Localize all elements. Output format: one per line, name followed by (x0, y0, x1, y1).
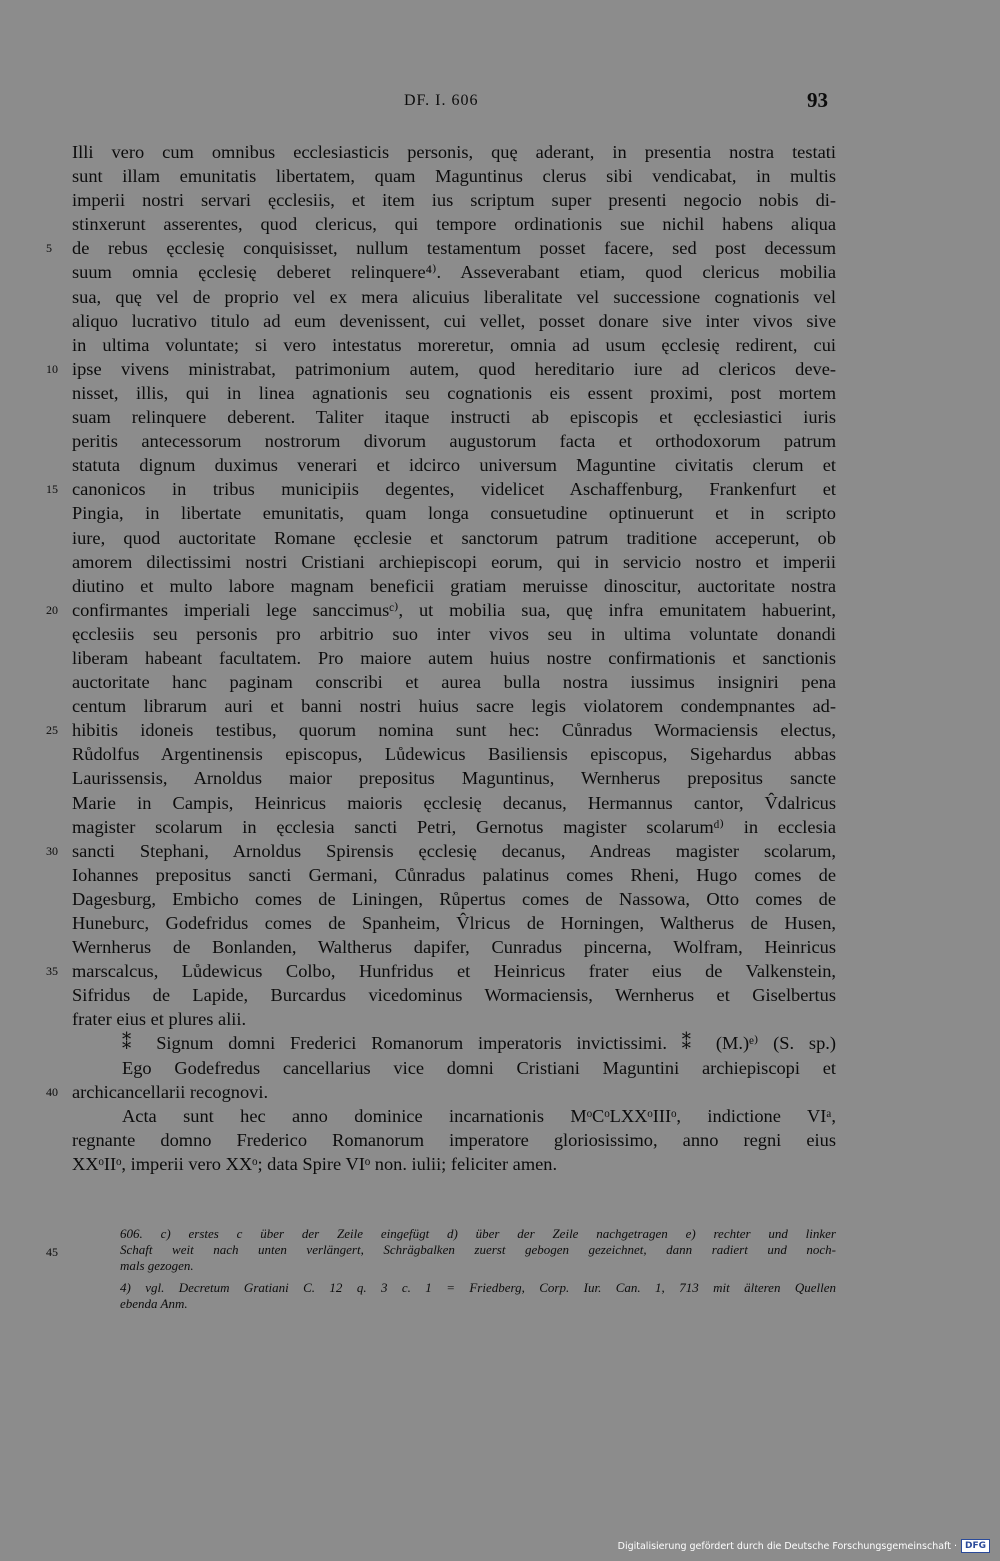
line-text: Růdolfus Argentinensis episcopus, Lůdewicus Basiliensis episcopus, Sigehardus abbas (72, 744, 836, 765)
text-line (72, 333, 836, 357)
text-line (46, 959, 836, 983)
line-text: nisset, illis, qui in linea agnationis seu cognationis eis essent proximi, post mortem (72, 382, 836, 403)
line-text: Wernherus de Bonlanden, Waltherus dapifer, Cunradus pincerna, Wolfram, Heinricus (72, 937, 836, 958)
line-number: 20 (46, 602, 58, 617)
text-line (72, 212, 836, 236)
line-text: Marie in Campis, Heinricus maioris ęcclesię decanus, Hermannus cantor, V̂dalricus (72, 792, 836, 813)
line-text: ⁑ Signum domni Frederici Romanorum imperatoris invictissimi. ⁑ (M.)ᵉ⁾ (S. sp.) (122, 1033, 836, 1054)
text-line (72, 935, 836, 959)
line-number: 35 (46, 964, 58, 979)
text-line (72, 285, 836, 309)
line-text: hibitis idoneis testibus, quorum nomina sunt hec: Cůnradus Wormaciensis electus, (72, 720, 836, 741)
line-text: suum omnia ęcclesię deberet relinquere⁴⁾. Asseverabant etiam, quod clericus mobilia (72, 262, 836, 283)
text-line (46, 1080, 836, 1104)
text-line (72, 164, 836, 188)
text-line (72, 501, 836, 525)
line-number: 5 (46, 241, 52, 256)
text-line (72, 1128, 836, 1152)
text-line (72, 670, 836, 694)
text-line (72, 911, 836, 935)
text-line (72, 260, 836, 284)
line-number: 30 (46, 843, 58, 858)
line-text: regnante domno Frederico Romanorum imperatore gloriosissimo, anno regni eius (72, 1129, 836, 1150)
text-line (72, 1007, 836, 1031)
footnotes (46, 1226, 836, 1312)
line-text: suam relinquere deberent. Taliter itaque instructi ab episcopis et ęcclesiastici iuris (72, 407, 836, 428)
dfg-credit-bar (618, 1539, 990, 1553)
line-text: auctoritate hanc paginam conscribi et aurea bulla nostra iussimus insigniri pena (72, 672, 836, 693)
line-text: in ultima voluntate; si vero intestatus moreretur, omnia ad usum ęcclesię redirent, cui (72, 334, 836, 355)
line-text: statuta dignum duximus venerari et idcirco universum Maguntine civitatis clerum et (72, 455, 836, 476)
line-text: marscalcus, Lůdewicus Colbo, Hunfridus et Heinricus frater eius de Valkenstein, (72, 961, 836, 982)
footnote-text: mals gezogen. (120, 1258, 194, 1273)
text-line (72, 550, 836, 574)
text-line (72, 1056, 836, 1080)
line-text: iure, quod auctoritate Romane ęcclesie et sanctorum patrum traditione acceperunt, ob (72, 527, 836, 548)
line-text: liberam habeant facultatem. Pro maiore autem huius nostre confirmationis et sanctionis (72, 647, 836, 668)
line-text: Dagesburg, Embicho comes de Liningen, Růpertus comes de Nassowa, Otto comes de (72, 888, 836, 909)
line-text: diutino et multo labore magnam beneficii gratiam meruisse dinoscitur, auctoritate nostra (72, 575, 836, 596)
text-line (72, 140, 836, 164)
line-text: aliquo lucrativo titulo ad eum devenissent, cui vellet, posset donare sive inter vivos sive (72, 310, 836, 331)
credit-text: Digitalisierung gefördert durch die Deutsche Forschungsgemeinschaft · (617, 1540, 957, 1552)
text-line (72, 526, 836, 550)
text-line (46, 236, 836, 260)
line-text: Laurissensis, Arnoldus maior prepositus Maguntinus, Wernherus prepositus sancte (72, 768, 836, 789)
line-text: sancti Stephani, Arnoldus Spirensis ęcclesię decanus, Andreas magister scolarum, (72, 840, 836, 861)
text-line (46, 477, 836, 501)
line-text: frater eius et plures alii. (72, 1009, 247, 1030)
footnote-text: 4) vgl. Decretum Gratiani C. 12 q. 3 c. 1 = Friedberg, Corp. Iur. Can. 1, 713 mit älteren Quellen (120, 1280, 836, 1295)
text-line (72, 188, 836, 212)
line-text: archicancellarii recognovi. (72, 1081, 269, 1102)
footnote-line (120, 1296, 836, 1312)
text-line (72, 791, 836, 815)
text-line (72, 1104, 836, 1128)
line-number: 10 (46, 361, 58, 376)
line-text: Ego Godefredus cancellarius vice domni Cristiani Maguntini archiepiscopi et (122, 1057, 836, 1078)
text-line (72, 574, 836, 598)
text-line (72, 1152, 836, 1176)
page-number: 93 (807, 88, 828, 112)
line-text: ęcclesiis seu personis pro arbitrio suo inter vivos seu in ultima voluntate donandi (72, 623, 836, 644)
text-line (72, 766, 836, 790)
text-line (72, 646, 836, 670)
line-text: de rebus ęcclesię conquisisset, nullum testamentum posset facere, sed post decessum (72, 238, 836, 259)
text-line (72, 887, 836, 911)
line-text: Illi vero cum omnibus ecclesiasticis personis, quę aderant, in presentia nostra testati (72, 142, 836, 162)
main-text (46, 140, 836, 1176)
line-text: Sifridus de Lapide, Burcardus vicedominus Wormaciensis, Wernherus et Giselbertus (72, 985, 836, 1006)
line-text: amorem dilectissimi nostri Cristiani archiepiscopi eorum, qui in servicio nostro et imperii (72, 551, 836, 572)
line-text: centum librarum auri et banni nostri huius sacre legis violatorem condempnantes ad- (72, 696, 836, 717)
line-text: ipse vivens ministrabat, patrimonium autem, quod hereditario iure ad clericos deve- (72, 358, 836, 379)
line-text: sua, quę vel de proprio vel ex mera alicuius liberalitate vel successione cognationis vel (72, 286, 836, 307)
line-text: peritis antecessorum nostrorum divorum augustorum facta et orthodoxorum patrum (72, 431, 836, 452)
text-line (72, 694, 836, 718)
line-number: 40 (46, 1084, 58, 1099)
footnote-line (46, 1242, 836, 1259)
text-line (72, 815, 836, 839)
line-text: stinxerunt asserentes, quod clericus, qui tempore ordinationis sue nichil habens aliqua (72, 214, 836, 235)
footnote-text: ebenda Anm. (120, 1296, 188, 1311)
running-title: DF. I. 606 (404, 92, 479, 109)
text-line (72, 405, 836, 429)
text-line (46, 839, 836, 863)
line-text: sunt illam emunitatis libertatem, quam Maguntinus clerus sibi vendicabat, in multis (72, 166, 836, 187)
text-line (72, 453, 836, 477)
text-line (46, 718, 836, 742)
text-line (72, 863, 836, 887)
line-text: magister scolarum in ęcclesia sancti Petri, Gernotus magister scolarumᵈ⁾ in ecclesia (72, 816, 836, 837)
text-line (72, 622, 836, 646)
text-line (46, 598, 836, 622)
line-number: 45 (46, 1245, 58, 1259)
footnote-text: 606. c) erstes c über der Zeile eingefügt d) über der Zeile nachgetragen e) rechter und linker (120, 1226, 836, 1241)
text-line (72, 742, 836, 766)
line-text: Acta sunt hec anno dominice incarnationis MᵒCᵒLXXᵒIIIᵒ, indictione VIᵃ, (122, 1105, 836, 1126)
line-text: confirmantes imperiali lege sanccimusᶜ⁾, ut mobilia sua, quę infra emunitatem habuerint, (72, 599, 836, 620)
line-text: XXᵒIIᵒ, imperii vero XXᵒ; data Spire VIᵒ non. iulii; feliciter amen. (72, 1153, 558, 1174)
line-number: 25 (46, 723, 58, 738)
text-line (72, 983, 836, 1007)
text-line (72, 429, 836, 453)
line-text: imperii nostri servari ęcclesiis, et item ius scriptum super presenti negocio nobis di- (72, 190, 836, 211)
text-line (72, 309, 836, 333)
footnote-line (120, 1226, 836, 1242)
footnote-line (120, 1258, 836, 1274)
line-text: Iohannes prepositus sancti Germani, Cůnradus palatinus comes Rheni, Hugo comes de (72, 864, 836, 885)
dfg-logo: DFG (961, 1539, 990, 1553)
text-line (72, 1031, 836, 1055)
line-text: Pingia, in libertate emunitatis, quam longa consuetudine optinuerunt et in scripto (72, 503, 836, 524)
footnote-text: Schaft weit nach unten verlängert, Schrägbalken zuerst gebogen gezeichnet, dann radiert und noch- (120, 1242, 836, 1257)
line-text: canonicos in tribus municipiis degentes, videlicet Aschaffenburg, Frankenfurt et (72, 479, 836, 500)
text-line (46, 357, 836, 381)
line-number: 15 (46, 482, 58, 497)
text-line (72, 381, 836, 405)
footnote-line (120, 1280, 836, 1296)
line-text: Huneburc, Godefridus comes de Spanheim, V̂lricus de Horningen, Waltherus de Husen, (72, 913, 836, 933)
running-head (0, 88, 1000, 118)
